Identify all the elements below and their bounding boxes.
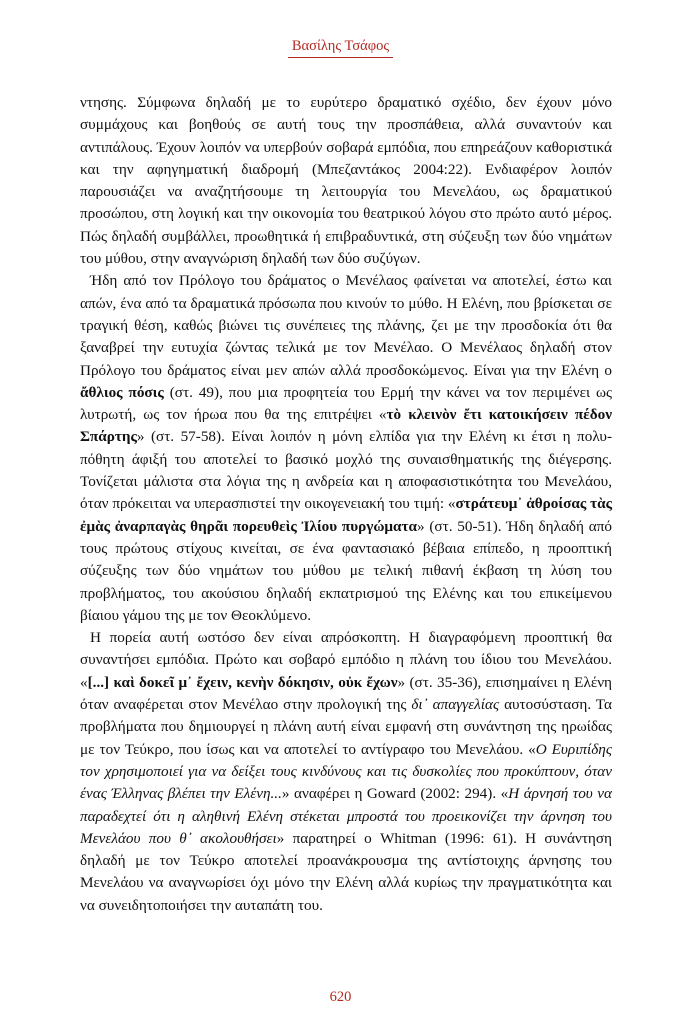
paragraph-2 <box>80 270 612 627</box>
italic-quote: Η άρνησή του να παραδεχτεί ότι η αληθινή Ελένη στέκεται μπροστά του προεικονίζει την άρνηση του Μενελάου που θ᾽ ακολουθήσει <box>80 785 612 847</box>
paragraph-text: (στ. 49), που μια προφητεία του Ερμή την κάνει να τον περιμένει ως λυτρωτή, ως τον ήρωα που θα της επιτρέψει « <box>80 383 612 424</box>
paragraph-text: » (στ. 50-51). Ήδη δηλαδή από τους πρώτους στίχους κινείται, σε ένα φαντασιακό βέβαια επίπεδο, η προοπτική σύζευξης των δύο νημάτων του μύθου με τελική πιθανή έκβαση τη λύση του προβλήματος, του ακούσιου δηλαδή εκπατρισμού της Ελένης και του επικείμενου βίαιου γάμου της με τον Θεοκλύμενο. <box>80 517 612 624</box>
paragraph-3 <box>80 627 612 917</box>
paragraph-text: » αναφέρει η Goward (2002: 294). « <box>281 785 509 803</box>
paragraph-text: Ήδη από τον Πρόλογο του δράματος ο Μενέλαος φαίνεται να αποτελεί, έστω και απών, ένα από τα δραματικά πρόσωπα που κινούν το μύθο. Η Ελένη, που βρίσκεται σε τραγική θέση, καθώς βιώνει τις συνέπειες της πλάνης, ζει με την προσδοκία ότι θα ξαναβρεί την ευτυχία ζώντας τελικά με τον Μενέλαο. Ο Μενέλαος δηλαδή στον Πρόλογο του δράματος είναι μεν απών αλλά προσδοκώμενος. Είναι για την Ελένη ο <box>80 272 612 379</box>
paragraph-1 <box>80 92 612 270</box>
running-header <box>0 38 681 58</box>
greek-quote: τὸ κλεινὸν ἔτι κατοικήσειν πέδον Σπάρτης <box>80 406 612 446</box>
paragraph-text: » παρατηρεί ο Whitman (1996: 61). Η συνάντηση δηλαδή με τον Τεύκρο αποτελεί προανάκρουσμα της αντίστοιχης άρνησης του Μενελάου να αναγνωρίσει όχι μόνο την Ελένη αλλά κυρίως την πραγματικότητα και να συνειδητοποιήσει την αυταπάτη του. <box>80 829 613 914</box>
paragraph-text: ντησης. Σύμφωνα δηλαδή με το ευρύτερο δραματικό σχέδιο, δεν έχουν μόνο συμμάχους και βοηθούς σε αυτή τους την προσπάθεια, αλλά συναντούν και αντιπάλους. Έχουν λοιπόν να υπερβούν σοβαρά εμπόδια, που επηρεάζουν καθοριστικά και την αφηγηματική διαδρομή (Μπεζαντάκος 2004:22). Ενδιαφέρον λοιπόν παρουσιάζει να αναζητήσουμε τη λειτουργία του Μενελάου, ως δραματικού προσώπου, στη λογική και την οικονομία του θεατρικού λόγου στο πρώτο αυτό μέρος. Πώς δηλαδή συμβάλλει, προωθητικά ή επιβραδυντικά, στη σύζευξη των δύο νημάτων του μύθου, στην αναγνώριση δηλαδή των δύο συζύγων. <box>80 94 612 268</box>
italic-term: δι᾽ απαγγελίας <box>411 696 500 714</box>
author-name: Βασίλης Τσάφος <box>288 38 393 58</box>
greek-quote: στράτευμ᾽ ἀθροίσας τὰς ἐμὰς ἀναρπαγὰς θηρᾶι πορευθεὶς Ἰλίου πυργώματα <box>80 495 612 535</box>
italic-quote: Ο Ευριπίδης τον χρησιμοποιεί για να δείξει τους κινδύνους και τις δυσκολίες που προκύπτουν, όταν ένας Έλληνας βλέπει την Ελένη... <box>80 740 613 803</box>
body-text <box>80 92 612 917</box>
page-number: 620 <box>329 989 352 1005</box>
greek-quote: ἄθλιος πόσις <box>80 383 164 401</box>
paragraph-text: Η πορεία αυτή ωστόσο δεν είναι απρόσκοπτη. Η διαγραφόμενη προοπτική θα συναντήσει εμπόδια. Πρώτο και σοβαρό εμπόδιο η πλάνη του ίδιου του Μενελάου. « <box>80 629 612 691</box>
paragraph-text: αυτοσύσταση. Τα προβλήματα που δημιουργεί η πλάνη αυτή είναι εμφανή στη συνάντηση της ηρωίδας με τον Τεύκρο, που ίσως και να αποτελεί το αντίγραφο του Μενελάου. « <box>80 696 612 758</box>
paragraph-text: » (στ. 57-58). Είναι λοιπόν η μόνη ελπίδα για την Ελένη κι έτσι η πολυπόθητη άφιξή του αποτελεί το βασικό μοχλό της συναισθηματικής της διέγερσης. Τονίζεται μάλιστα στα λόγια της η ανδρεία και η αποφασιστικότητα του Μενελάου, όταν πρόκειται να υπερασπιστεί την οικογενειακή του τιμή: « <box>80 428 612 513</box>
paragraph-text: » (στ. 35-36), επισημαίνει η Ελένη όταν αναφέρεται στον Μενέλαο στην προλογική της <box>80 673 613 714</box>
greek-quote: [...] καὶ δοκεῖ μ᾽ ἔχειν, κενὴν δόκησιν, οὐκ ἔχων <box>87 673 398 691</box>
